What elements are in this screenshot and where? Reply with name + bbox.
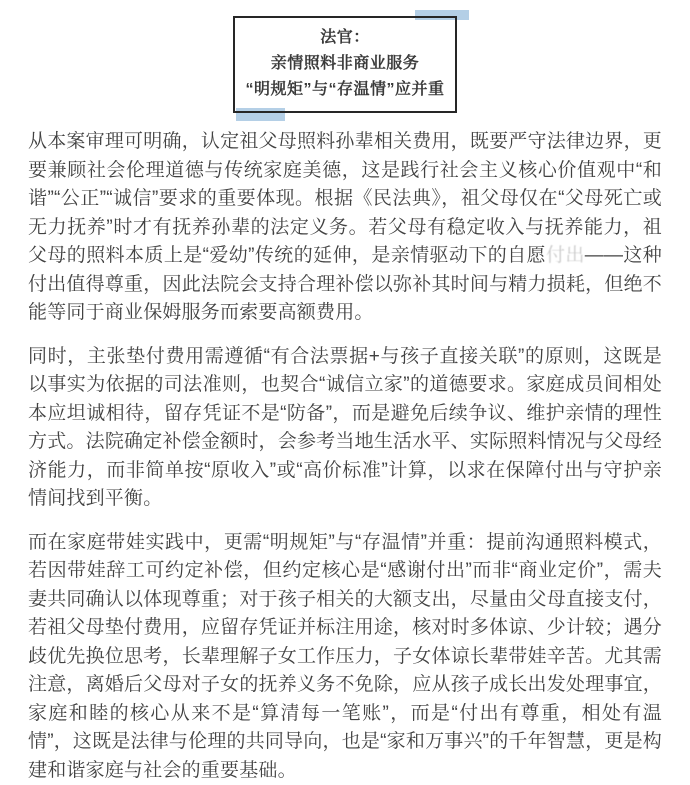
paragraph-segment: ——这种付出值得尊重，因此法院会支持合理补偿以弥补其时间与精力损耗，但绝不能等同于商业保姆服务而索要高额费用。: [28, 245, 662, 323]
paragraph: [28, 343, 662, 514]
title-line-1: 法官：: [237, 25, 453, 51]
title-line-2: 亲情照料非商业服务: [237, 51, 453, 77]
title-box: [233, 16, 457, 113]
page: [0, 16, 690, 756]
paragraph-segment: 而在家庭带娃实践中，更需“明规矩”与“存温情”并重：提前沟通照料模式，若因带娃辞工可约定补偿，但约定核心是“感谢付出”而非“商业定价”，需夫妻共同确认以体现尊重；对于孩子相关的大额支出，尽量由父母直接支付，若祖父母垫付费用，应留存凭证并标注用途，核对时多体谅、少计较；遇分歧优先换位思考，长辈理解子女工作压力，子女体谅长辈带娃辛苦。尤其需注意，离婚后父母对子女的抚养义务不免除，应从孩子成长出发处理事宜，家庭和睦的核心从来不是“算清每一笔账”，而是“付出有尊重，相处有温情”，这既是法律与伦理的共同导向，也是“家和万事兴”的千年智慧，更是构建和谐家庭与社会的重要基础。: [28, 532, 662, 781]
paragraph-segment-faded: 付出: [546, 245, 585, 266]
paragraph: [28, 128, 662, 328]
title-line-3: “明规矩”与“存温情”应并重: [237, 77, 453, 103]
title-card: [233, 16, 457, 113]
article: [0, 113, 690, 785]
paragraph-segment: 从本案审理可明确，认定祖父母照料孙辈相关费用，既要严守法律边界，更要兼顾社会伦理道德与传统家庭美德，这是践行社会主义核心价值观中“和谐”“公正”“诚信”要求的重要体现。根据《民法典》，祖父母仅在“父母死亡或无力抚养”时才有抚养孙辈的法定义务。若父母有稳定收入与抚养能力，祖父母的照料本质上是“爱幼”传统的延伸，是亲情驱动下的自愿: [28, 131, 662, 266]
paragraph-segment: 同时，主张垫付费用需遵循“有合法票据+与孩子直接关联”的原则，这既是以事实为依据的司法准则，也契合“诚信立家”的道德要求。家庭成员间相处本应坦诚相待，留存凭证不是“防备”，而是避免后续争议、维护亲情的理性方式。法院确定补偿金额时，会参考当地生活水平、实际照料情况与父母经济能力，而非简单按“原收入”或“高价标准”计算，以求在保障付出与守护亲情间找到平衡。: [28, 346, 662, 510]
paragraph: [28, 529, 662, 785]
